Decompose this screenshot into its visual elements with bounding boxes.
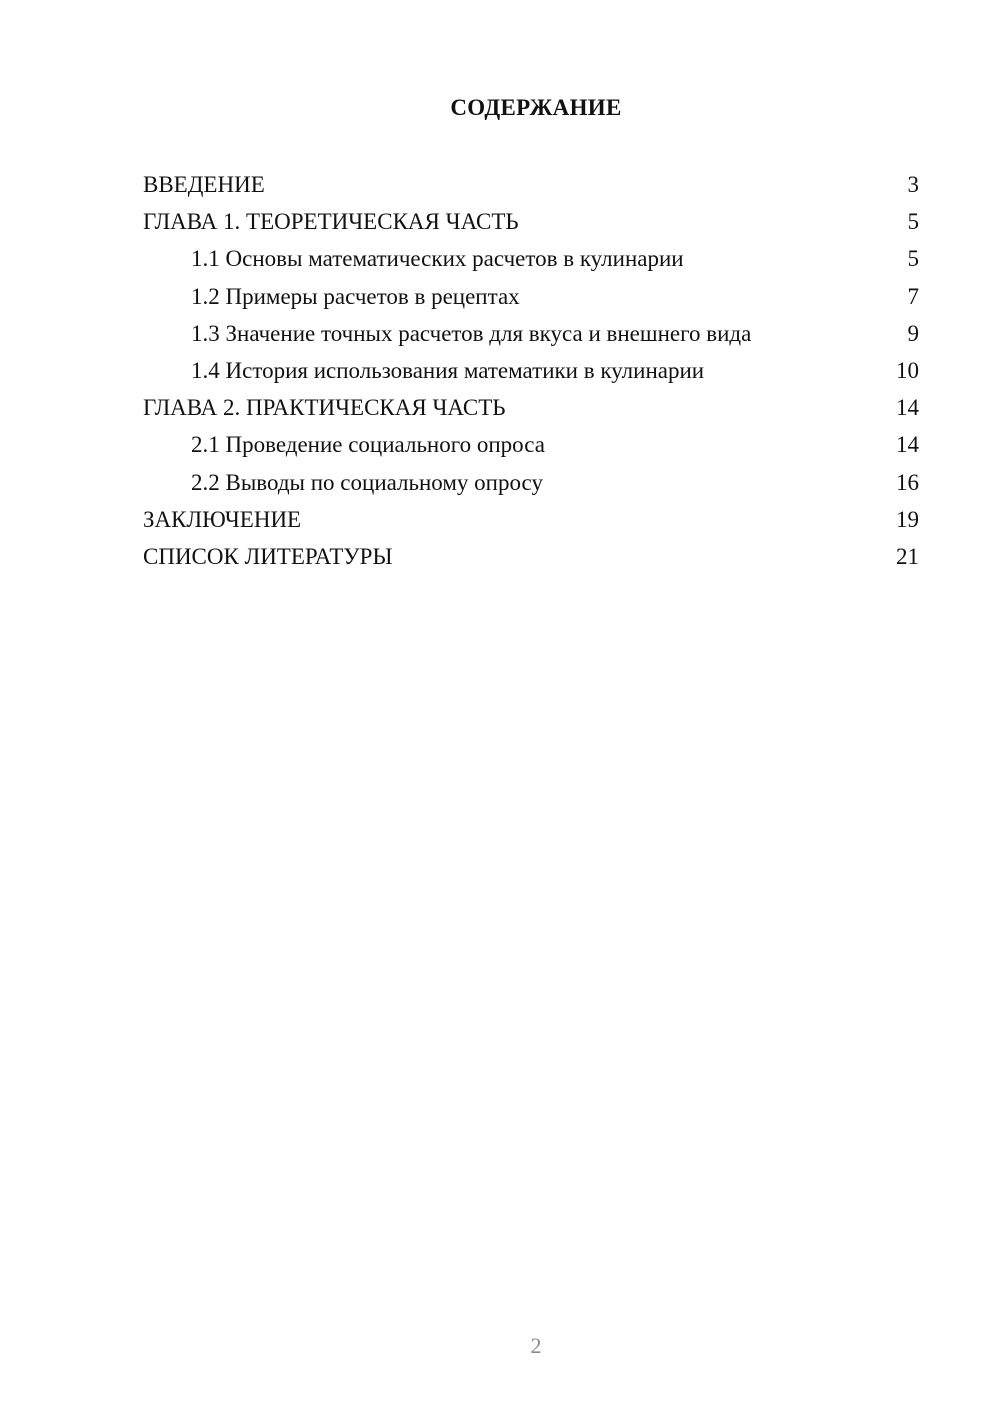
toc-entry-page: 16 [896, 469, 919, 495]
toc-entry-section-2-1[interactable] [143, 426, 919, 463]
table-of-contents [143, 166, 919, 575]
toc-entry-label: ГЛАВА 2. ПРАКТИЧЕСКАЯ ЧАСТЬ [143, 395, 506, 421]
toc-entry-page: 14 [896, 432, 919, 458]
toc-entry-label: 2.1 Проведение социального опроса [191, 432, 545, 458]
page-number: 2 [530, 1333, 542, 1358]
toc-entry-section-1-4[interactable] [143, 352, 919, 389]
toc-entry-page: 14 [896, 395, 919, 421]
toc-entry-section-1-3[interactable] [143, 315, 919, 352]
toc-entry-page: 21 [896, 543, 919, 569]
toc-entry-label: 1.3 Значение точных расчетов для вкуса и внешнего вида [191, 320, 752, 346]
toc-entry-section-1-1[interactable] [143, 240, 919, 277]
toc-entry-page: 10 [896, 357, 919, 383]
toc-entry-section-1-2[interactable] [143, 278, 919, 315]
toc-entry-page: 5 [907, 209, 919, 235]
toc-entry-label: ЗАКЛЮЧЕНИЕ [143, 506, 302, 532]
page-title: СОДЕРЖАНИЕ [450, 95, 622, 120]
toc-entry-chapter-1[interactable] [143, 203, 919, 240]
toc-entry-label: 1.2 Примеры расчетов в рецептах [191, 283, 520, 309]
toc-entry-conclusion[interactable] [143, 501, 919, 538]
toc-entry-page: 3 [907, 172, 919, 197]
toc-entry-introduction[interactable] [143, 166, 919, 203]
toc-entry-page: 5 [907, 246, 919, 272]
toc-entry-label: ГЛАВА 1. ТЕОРЕТИЧЕСКАЯ ЧАСТЬ [143, 209, 519, 235]
toc-entry-label: 1.4 История использования математики в кулинарии [191, 357, 705, 383]
toc-entry-label: 2.2 Выводы по социальному опросу [191, 469, 543, 495]
toc-entry-label: ВВЕДЕНИЕ [143, 172, 265, 197]
toc-entry-label: 1.1 Основы математических расчетов в кулинарии [191, 246, 684, 272]
toc-entry-label: СПИСОК ЛИТЕРАТУРЫ [143, 543, 393, 569]
toc-entry-section-2-2[interactable] [143, 464, 919, 501]
toc-entry-chapter-2[interactable] [143, 389, 919, 426]
toc-entry-references[interactable] [143, 538, 919, 575]
toc-entry-page: 19 [896, 506, 919, 532]
toc-entry-page: 7 [907, 283, 919, 309]
toc-entry-page: 9 [907, 320, 919, 346]
